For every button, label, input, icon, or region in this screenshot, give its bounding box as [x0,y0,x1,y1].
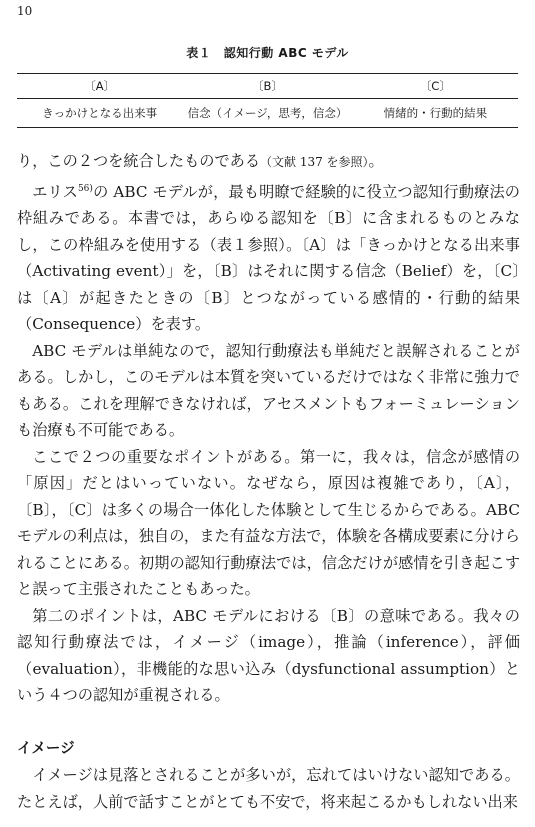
body-text [17,148,520,815]
page-number: 10 [17,4,33,18]
table-header-a: 〔A〕 [17,74,182,99]
paragraph-second-point: 第二のポイントは，ABC モデルにおける〔B〕の意味である。我々の認知行動療法では，イメージ（image），推論（inference），評価（evaluation），非機能的な思い込み（dysfunctional assumption）という４つの認知が重視される。 [17,606,520,705]
table-cell-c: 情緒的・行動的結果 [353,99,518,128]
table-header-c: 〔C〕 [353,74,518,99]
paragraph-end: 。 [368,152,384,170]
paragraph-simplicity: ABC モデルは単純なので，認知行動療法も単純だと誤解されることがある。しかし，このモデルは本質を突いているだけではなく非常に強力でもある。これを理解できなければ，アセスメントもフォーミュレーションも治療も不可能である。 [17,341,520,440]
table-cell-a: きっかけとなる出来事 [17,99,182,128]
table-cell-b: 信念（イメージ，思考，信念） [182,99,352,128]
paragraph-image: イメージは見落とされることが多いが，忘れてはいけない認知である。たとえば，人前で話すことがとても不安で，将来起こるかもしれない出来 [17,766,520,811]
paragraph-abc-framework [17,176,520,338]
table-header-row [17,74,518,99]
table-row [17,99,518,128]
paragraph-text: り，この２つを統合したものである [17,152,260,170]
paragraph-continued [17,148,520,176]
abc-model-table [17,73,518,128]
citation-number: 56) [77,183,93,194]
paragraph-first-point: ここで２つの重要なポイントがある。第一に，我々は，信念が感情の「原因」だとはいっていない。なぜなら，原因は複雑であり，〔A〕，〔B〕，〔C〕は多くの場合一体化した体験として生じるからである。ABC モデルの利点は，独自の，また有益な方法で，体験を各構成要素に分けられることにある。初期の認知行動療法では，信念だけが感情を引き起こすと誤って主張されたこともあった。 [17,447,520,599]
author-name: エリス [32,182,78,201]
table-caption: 表１ 認知行動 ABC モデル [186,46,349,60]
reference-note: （文献 137 を参照） [260,155,369,169]
table-header-b: 〔B〕 [182,74,352,99]
paragraph-text: の ABC モデルが，最も明瞭で経験的に役立つ認知行動療法の枠組みである。本書では，あらゆる認知を〔B〕に含まれるものとみなし，この枠組みを使用する（表１参照）。〔A〕は「きっかけとなる出来事（Activating event）」を，〔B〕はそれに関する信念（Belief）を，〔C〕は〔A〕が起きたときの〔B〕とつながっている感情的・行動的結果（Consequence）を表す。 [17,182,520,334]
section-heading: イメージ [17,740,75,757]
